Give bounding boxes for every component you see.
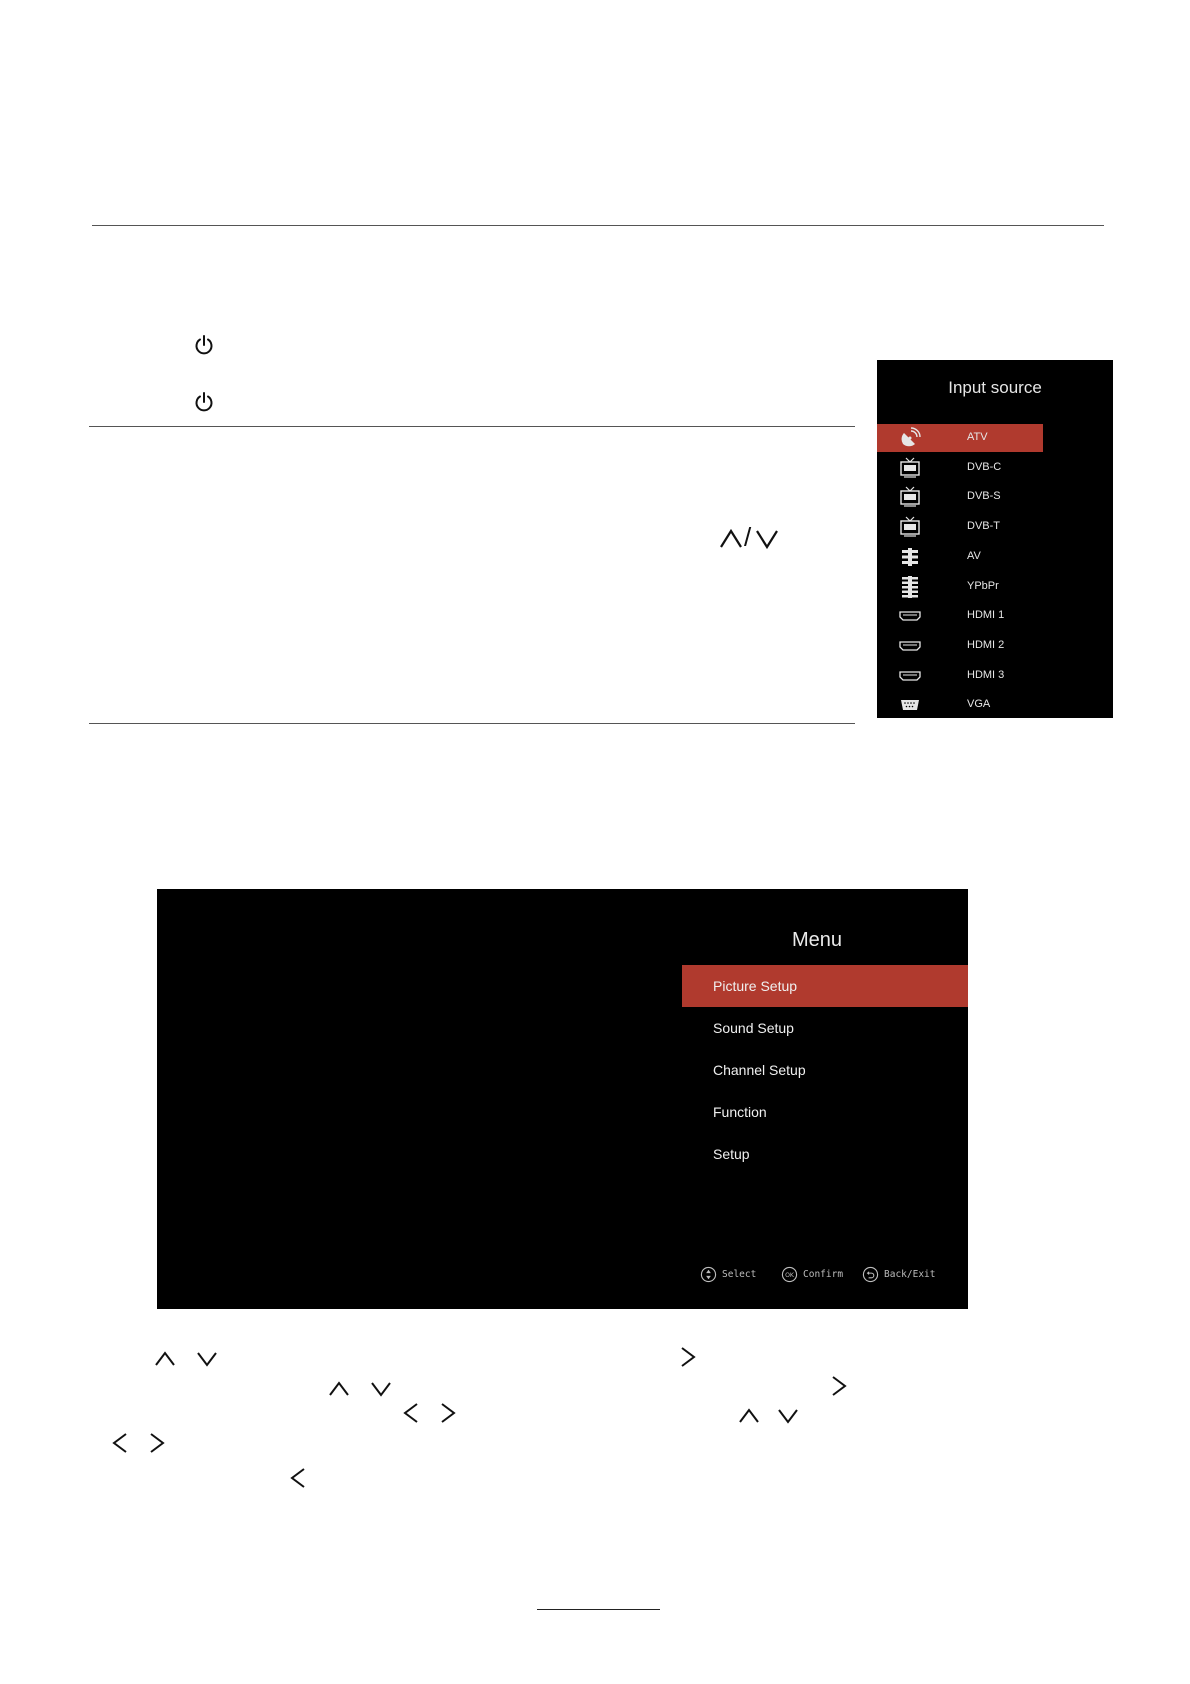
chevron-up-icon xyxy=(736,1403,762,1429)
menu-item-label: Picture Setup xyxy=(713,978,798,994)
menu-item-label: Channel Setup xyxy=(713,1062,806,1078)
input-source-item[interactable] xyxy=(877,573,1043,601)
input-source-label: VGA xyxy=(967,698,991,711)
chevron-up-icon xyxy=(152,1346,178,1372)
input-source-item[interactable] xyxy=(877,602,1043,630)
input-source-label: AV xyxy=(967,549,981,562)
chevron-down-icon xyxy=(368,1376,394,1402)
input-source-label: YPbPr xyxy=(967,579,999,592)
hdmi-2-icon xyxy=(899,635,921,657)
menu-screen xyxy=(157,889,968,1309)
chevron-up-icon xyxy=(326,1376,352,1402)
input-source-label: HDMI 3 xyxy=(967,668,1005,681)
chevron-right-icon xyxy=(825,1373,851,1399)
input-source-label: DVB-T xyxy=(967,520,1000,533)
input-source-item[interactable] xyxy=(877,632,1043,660)
input-source-item[interactable] xyxy=(877,454,1043,482)
tv-dvbs-icon xyxy=(899,486,921,508)
input-source-title: Input source xyxy=(948,378,1042,397)
input-source-label: HDMI 1 xyxy=(967,609,1005,622)
chevron-right-icon xyxy=(143,1430,169,1456)
hdmi-3-icon xyxy=(899,665,921,687)
hint-back-label: Back/Exit xyxy=(884,1269,936,1280)
input-source-label: DVB-C xyxy=(967,460,1002,473)
channel-updown-separator: / xyxy=(744,522,752,552)
antenna-icon xyxy=(899,427,921,449)
input-source-item[interactable] xyxy=(877,483,1043,511)
menu-item-setup[interactable] xyxy=(682,1133,968,1175)
input-source-label: HDMI 2 xyxy=(967,638,1005,651)
input-source-panel xyxy=(877,360,1113,718)
chevron-up-icon xyxy=(718,526,744,552)
input-source-item[interactable] xyxy=(877,513,1043,541)
back-icon xyxy=(862,1266,879,1283)
input-source-label: DVB-S xyxy=(967,490,1001,503)
chevron-down-icon xyxy=(775,1403,801,1429)
input-source-item[interactable] xyxy=(877,424,1043,452)
menu-item-channel-setup[interactable] xyxy=(682,1049,968,1091)
menu-item-sound-setup[interactable] xyxy=(682,1007,968,1049)
input-source-label: ATV xyxy=(967,431,988,443)
svg-text:OK: OK xyxy=(785,1271,794,1279)
hdmi-1-icon xyxy=(899,605,921,627)
chevron-right-icon xyxy=(674,1344,700,1370)
hint-confirm-label: Confirm xyxy=(803,1269,844,1280)
menu-title: Menu xyxy=(791,929,843,951)
menu-item-label: Function xyxy=(713,1104,767,1120)
chevron-left-icon xyxy=(108,1430,134,1456)
power-icon xyxy=(192,390,216,414)
ok-icon xyxy=(781,1266,798,1283)
menu-item-picture-setup[interactable] xyxy=(682,965,968,1007)
power-icon xyxy=(192,333,216,357)
input-source-item[interactable] xyxy=(877,543,1043,571)
chevron-left-icon xyxy=(399,1400,425,1426)
ypbpr-connector-icon xyxy=(899,576,921,598)
menu-item-label: Sound Setup xyxy=(713,1020,794,1036)
chevron-left-icon xyxy=(286,1465,312,1491)
hint-select-label: Select xyxy=(722,1269,757,1280)
input-source-item[interactable] xyxy=(877,662,1043,690)
chevron-right-icon xyxy=(434,1400,460,1426)
vga-connector-icon xyxy=(899,694,921,716)
tv-dvbt-icon xyxy=(899,516,921,538)
section-rule-top xyxy=(89,426,855,427)
chevron-down-icon xyxy=(754,526,780,552)
menu-item-function[interactable] xyxy=(682,1091,968,1133)
av-connector-icon xyxy=(899,546,921,568)
chevron-down-icon xyxy=(194,1346,220,1372)
section-rule-bottom xyxy=(89,723,855,724)
tv-dvbc-icon xyxy=(899,457,921,479)
header-rule xyxy=(92,225,1104,226)
footer-rule xyxy=(537,1609,660,1610)
menu-item-label: Setup xyxy=(713,1146,750,1162)
updown-select-icon xyxy=(700,1266,717,1283)
input-source-item[interactable] xyxy=(877,691,1043,719)
